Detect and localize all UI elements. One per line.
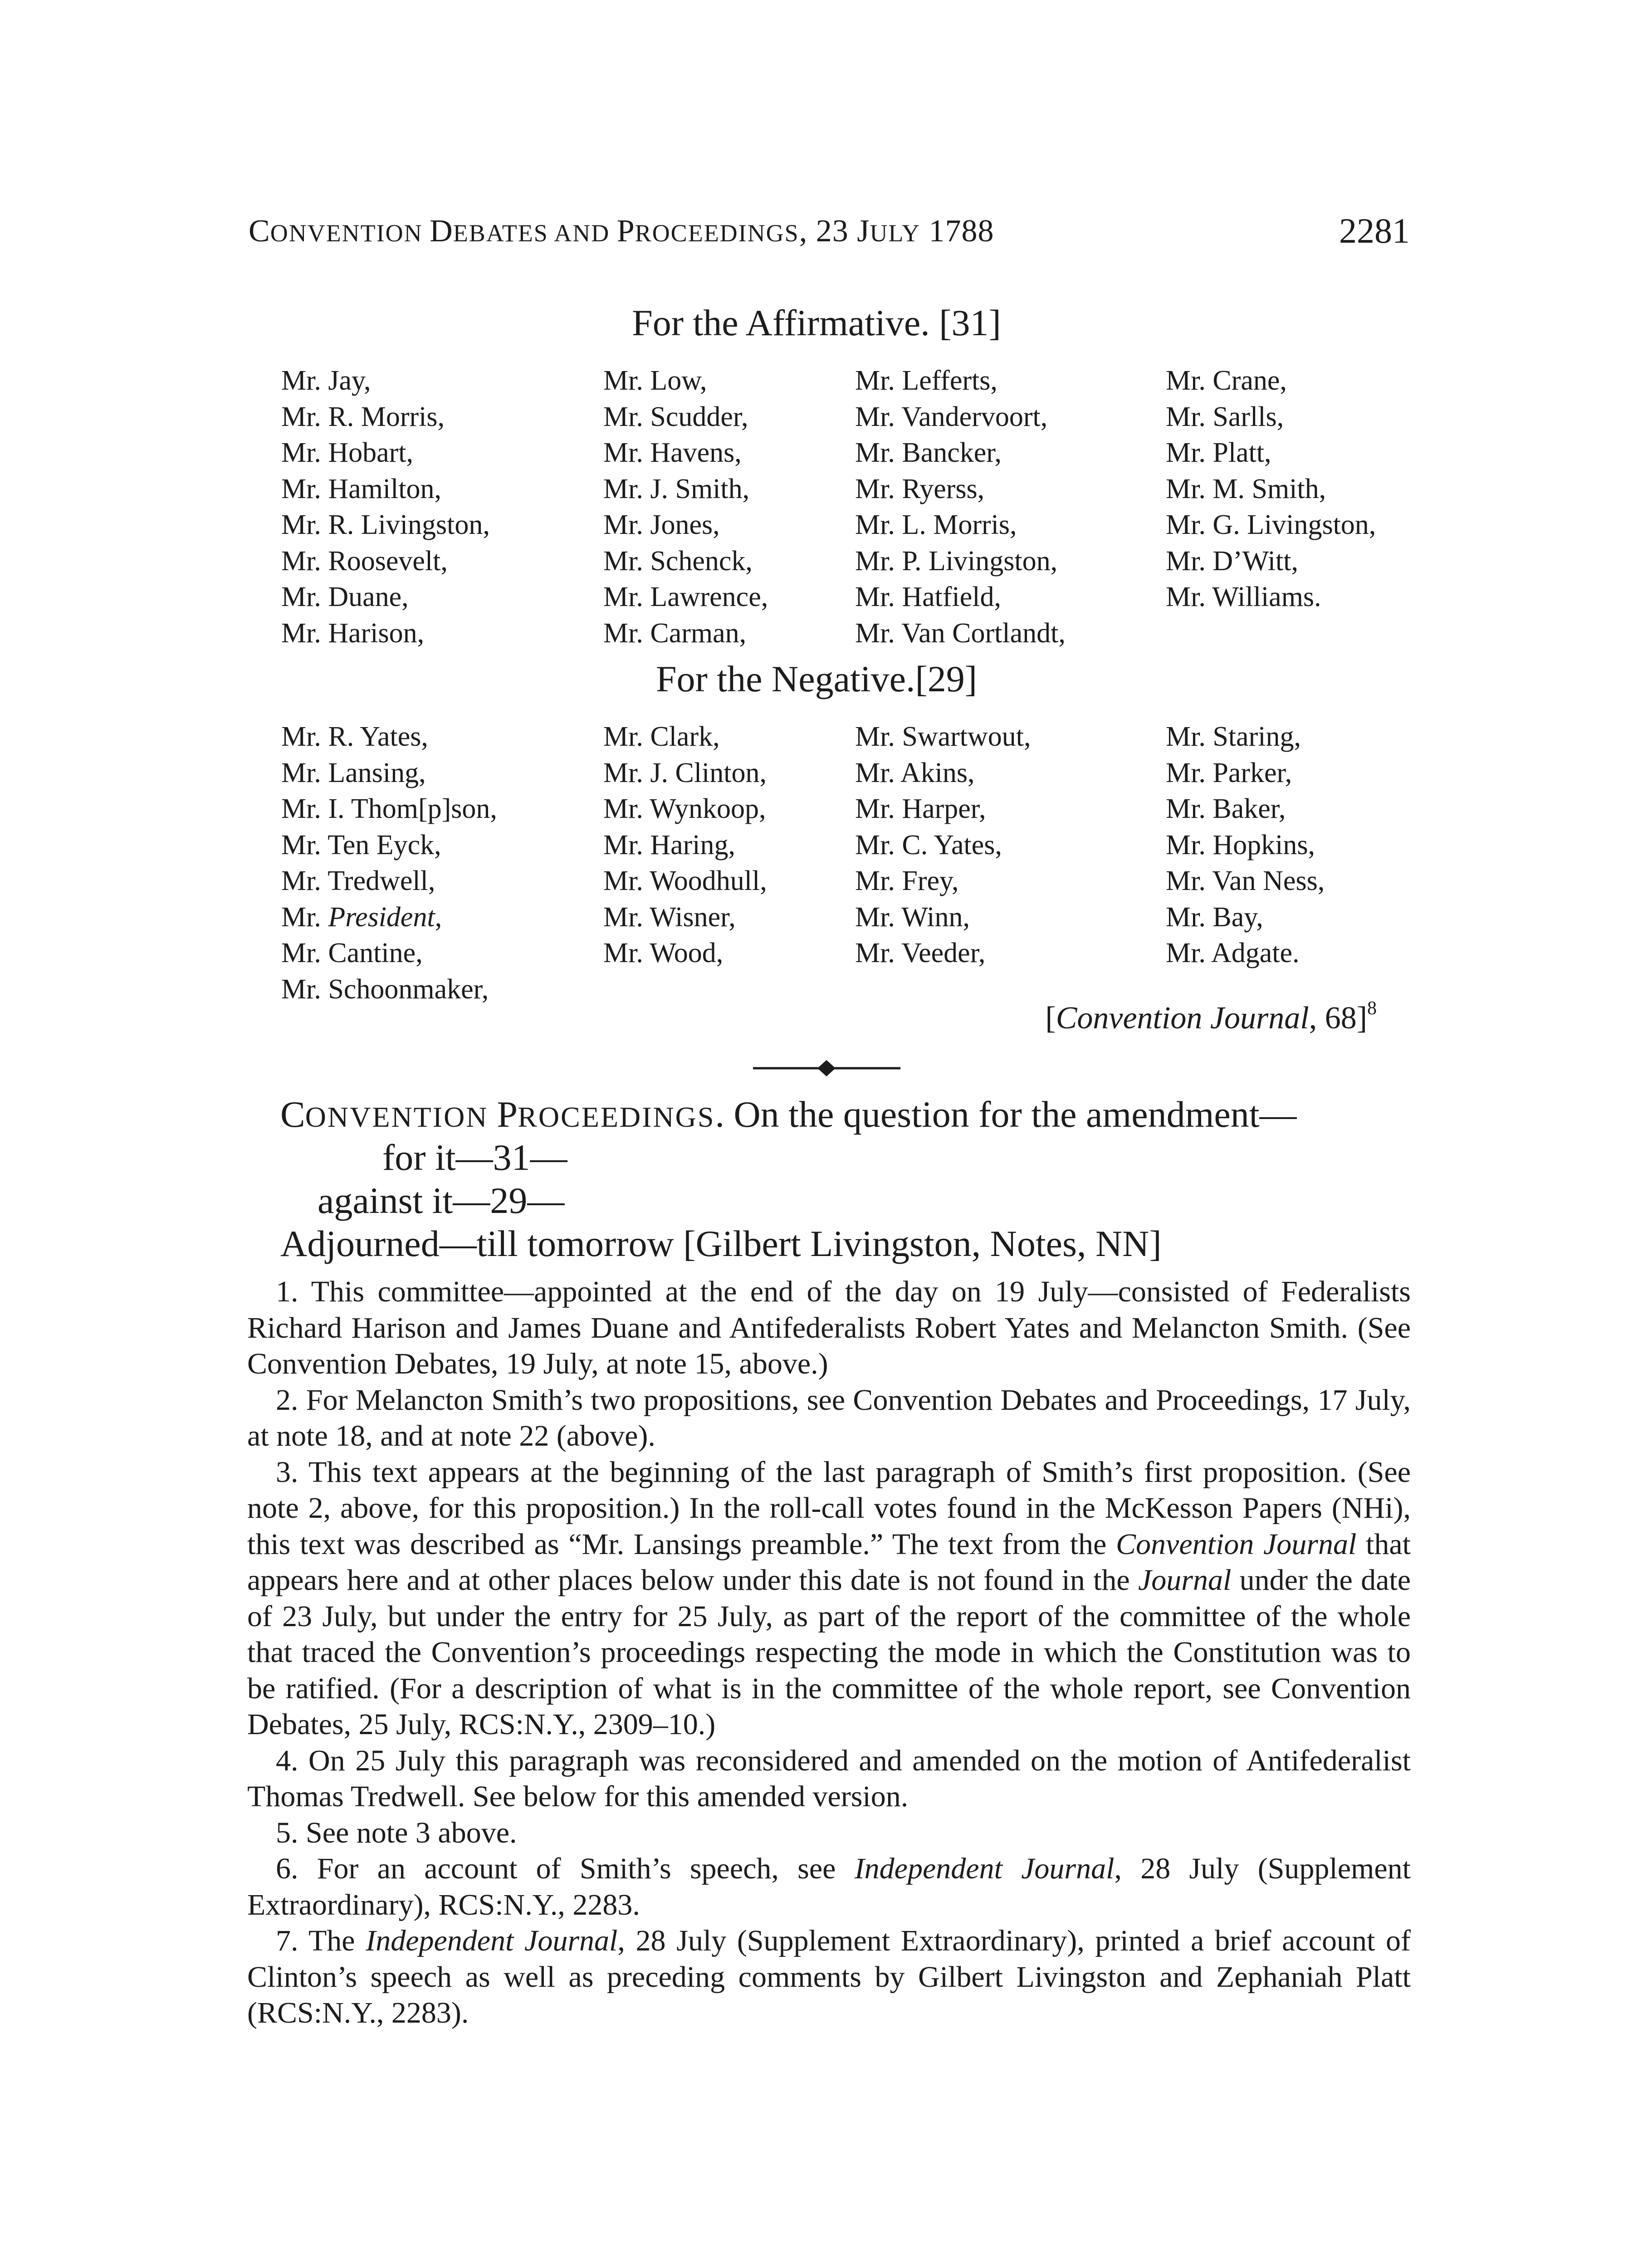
member-name: Mr. Low, xyxy=(603,365,707,396)
running-head xyxy=(249,213,1410,263)
member-name: Mr. G. Livingston, xyxy=(1166,509,1376,540)
title-small-caps: EBATES AND xyxy=(453,220,617,247)
member-name: Mr. Scudder, xyxy=(603,401,748,432)
footnote-text: that appears here and at other places below under this date is not found in the xyxy=(247,1527,1411,1597)
member-name: Mr. Staring, xyxy=(1166,721,1301,752)
member-name: Mr. Jones, xyxy=(603,509,720,540)
member-name: Mr. Veeder, xyxy=(855,938,986,968)
member-name: Mr. Ten Eyck, xyxy=(281,829,441,860)
member-name: Mr. Schenck, xyxy=(603,545,753,577)
proceedings-heading-line xyxy=(280,1093,1297,1136)
member-name: Mr. R. Yates, xyxy=(281,721,428,752)
member-name: Mr. Adgate. xyxy=(1166,938,1300,968)
member-name: Mr. Cantine, xyxy=(281,938,423,968)
member-name: Mr. Bay, xyxy=(1166,901,1263,933)
footnote-text: , 28 July (Supplement Extraordinary), RCS:N.Y., 2283. xyxy=(247,1852,1411,1921)
footnote-italic: Convention Journal xyxy=(1116,1527,1357,1561)
member-name: Mr. R. Livingston, xyxy=(281,509,490,540)
footnote-text: 3. This text appears at the beginning of the last paragraph of Smith’s first proposition. (See note 2, above, for this proposition.) In the roll-call votes found in the McKesson Papers (NHi), this text was described as “Mr. Lansings preamble.” The text from the xyxy=(247,1455,1411,1561)
footnote-6 xyxy=(247,1851,1411,1923)
proceedings-initial: P xyxy=(497,1094,518,1135)
source-citation xyxy=(1045,1000,1377,1036)
footnote-1: 1. This committee—appointed at the end of the day on 19 July—consisted of Federalists Richard Harison and James Duane and Antifederalists Robert Yates and Melancton Smith. (See Convention Debates, 19 July, at note 15, above.) xyxy=(247,1275,1411,1380)
member-name: Mr. Vandervoort, xyxy=(855,401,1048,432)
member-name: Mr. Van Cortlandt, xyxy=(855,617,1066,649)
member-name: Mr. Duane, xyxy=(281,582,409,612)
member-name: Mr. D’Witt, xyxy=(1166,545,1298,577)
footnote-text: , 28 July (Supplement Extraordinary), printed a brief account of Clinton’s speech as well as preceding comments by Gilbert Livingston and Zephaniah Platt (RCS:N.Y., 2283). xyxy=(247,1924,1411,2029)
member-name: Mr. C. Yates, xyxy=(855,829,1002,860)
member-name: Mr. Van Ness, xyxy=(1166,865,1325,896)
member-name: Mr. Lawrence, xyxy=(603,582,768,612)
proceedings-against-line: against it—29— xyxy=(318,1180,565,1221)
member-name: Mr. Harper, xyxy=(855,793,986,824)
ornament-diamond xyxy=(817,1060,836,1076)
member-name: Mr. Williams. xyxy=(1166,582,1321,612)
citation-bracket: [ xyxy=(1045,1001,1056,1036)
proceedings-adjourned-line: Adjourned—till tomorrow [Gilbert Livingston, Notes, NN] xyxy=(280,1223,1162,1264)
title-small-caps: ONVENTION xyxy=(270,220,430,247)
member-name: Mr. Wynkoop, xyxy=(603,793,766,824)
member-name: Mr. Lefferts, xyxy=(855,365,997,396)
member-name: Mr. M. Smith, xyxy=(1166,473,1326,504)
footnotes xyxy=(247,1274,1411,2031)
proceedings-small-caps: ROCEEDINGS xyxy=(518,1101,715,1133)
title-initial: C xyxy=(249,214,270,249)
member-name: Mr. Akins, xyxy=(855,757,975,788)
member-name: Mr. Woodhull, xyxy=(603,865,767,896)
running-head-title xyxy=(249,213,994,249)
title-initial: D xyxy=(430,214,453,249)
member-name: Mr. P. Livingston, xyxy=(855,545,1058,577)
diamond-rule-ornament xyxy=(753,1059,900,1077)
member-name: Mr. Lansing, xyxy=(281,757,426,788)
member-name: Mr. Hamilton, xyxy=(281,473,442,504)
footnote-3 xyxy=(247,1454,1411,1743)
proceedings-small-caps: ONVENTION xyxy=(305,1101,497,1133)
footnote-italic: Independent Journal xyxy=(854,1852,1115,1885)
member-prefix: Mr. xyxy=(281,901,328,933)
citation-page: , 68] xyxy=(1309,1001,1367,1036)
member-name: Mr. Hobart, xyxy=(281,437,414,468)
footnote-4: 4. On 25 July this paragraph was reconsidered and amended on the motion of Antifederalist Thomas Tredwell. See below for this amended version. xyxy=(247,1744,1411,1813)
member-name: Mr. J. Smith, xyxy=(603,473,750,504)
member-name: Mr. Baker, xyxy=(1166,793,1286,824)
proceedings-question: . On the question for the amendment— xyxy=(715,1094,1297,1135)
title-initial: P xyxy=(616,214,635,249)
proceedings-for-line: for it—31— xyxy=(382,1137,567,1178)
negative-heading: For the Negative.[29] xyxy=(655,658,978,699)
member-name: Mr. Bancker, xyxy=(855,437,1002,468)
member-name: Mr. Schoonmaker, xyxy=(281,973,489,1005)
member-name: Mr. Hopkins, xyxy=(1166,829,1315,860)
member-name: Mr. Frey, xyxy=(855,865,959,896)
member-name: Mr. Clark, xyxy=(603,721,720,752)
footnote-italic: Journal xyxy=(1138,1564,1232,1597)
member-name: Mr. R. Morris, xyxy=(281,401,445,432)
member-name: Mr. Haring, xyxy=(603,829,736,860)
member-name: Mr. Swartwout, xyxy=(855,721,1031,752)
member-name-president xyxy=(281,899,603,936)
member-name: Mr. Havens, xyxy=(603,437,742,468)
member-name: Mr. Tredwell, xyxy=(281,865,435,896)
member-name: Mr. Ryerss, xyxy=(855,473,985,504)
title-small-caps: ULY xyxy=(870,220,921,247)
member-name: Mr. Carman, xyxy=(603,617,747,649)
member-name: Mr. Platt, xyxy=(1166,437,1271,468)
negative-list xyxy=(281,719,1470,1007)
footnote-reference: 8 xyxy=(1367,998,1377,1019)
member-name: Mr. Wood, xyxy=(603,938,724,968)
footnote-text: under the date of 23 July, but under the entry for 25 July, as part of the report of the committee of the whole that traced the Convention’s proceedings respecting the mode in which the Constitution was to be ratified. (For a description of what is in the committee of the whole report, see Convention Debates, 25 July, RCS:N.Y., 2309–10.) xyxy=(247,1564,1411,1741)
member-name: Mr. Roosevelt, xyxy=(281,545,448,577)
title-date: 1788 xyxy=(920,214,994,249)
footnote-5: 5. See note 3 above. xyxy=(276,1816,517,1849)
affirmative-heading: For the Affirmative. [31] xyxy=(632,302,1001,343)
proceedings-initial: C xyxy=(280,1094,305,1135)
footnote-italic: Independent Journal xyxy=(366,1924,618,1957)
footnote-text: 7. The xyxy=(276,1924,366,1957)
member-name: Mr. Parker, xyxy=(1166,757,1292,788)
title-date: , 23 J xyxy=(799,214,870,249)
member-name: Mr. Crane, xyxy=(1166,365,1287,396)
member-name: Mr. Jay, xyxy=(281,365,371,396)
footnote-7 xyxy=(247,1923,1411,2031)
title-small-caps: ROCEEDINGS xyxy=(635,220,799,247)
footnote-text: 6. For an account of Smith’s speech, see xyxy=(276,1852,855,1885)
member-name: Mr. L. Morris, xyxy=(855,509,1017,540)
member-name: Mr. Harison, xyxy=(281,617,425,649)
president-title: President xyxy=(328,901,435,933)
member-name: Mr. I. Thom[p]son, xyxy=(281,793,497,824)
footnote-2: 2. For Melancton Smith’s two propositions, see Convention Debates and Proceedings, 17 July, at note 18, and at note 22 (above). xyxy=(247,1383,1411,1452)
affirmative-list xyxy=(281,363,1470,651)
citation-title: Convention Journal xyxy=(1056,1001,1309,1036)
member-name: Mr. Hatfield, xyxy=(855,582,1001,612)
member-name: Mr. J. Clinton, xyxy=(603,757,767,788)
member-suffix: , xyxy=(435,901,442,933)
member-name: Mr. Winn, xyxy=(855,901,970,933)
page-number: 2281 xyxy=(1339,211,1410,250)
member-name: Mr. Wisner, xyxy=(603,901,736,933)
member-name: Mr. Sarlls, xyxy=(1166,401,1284,432)
